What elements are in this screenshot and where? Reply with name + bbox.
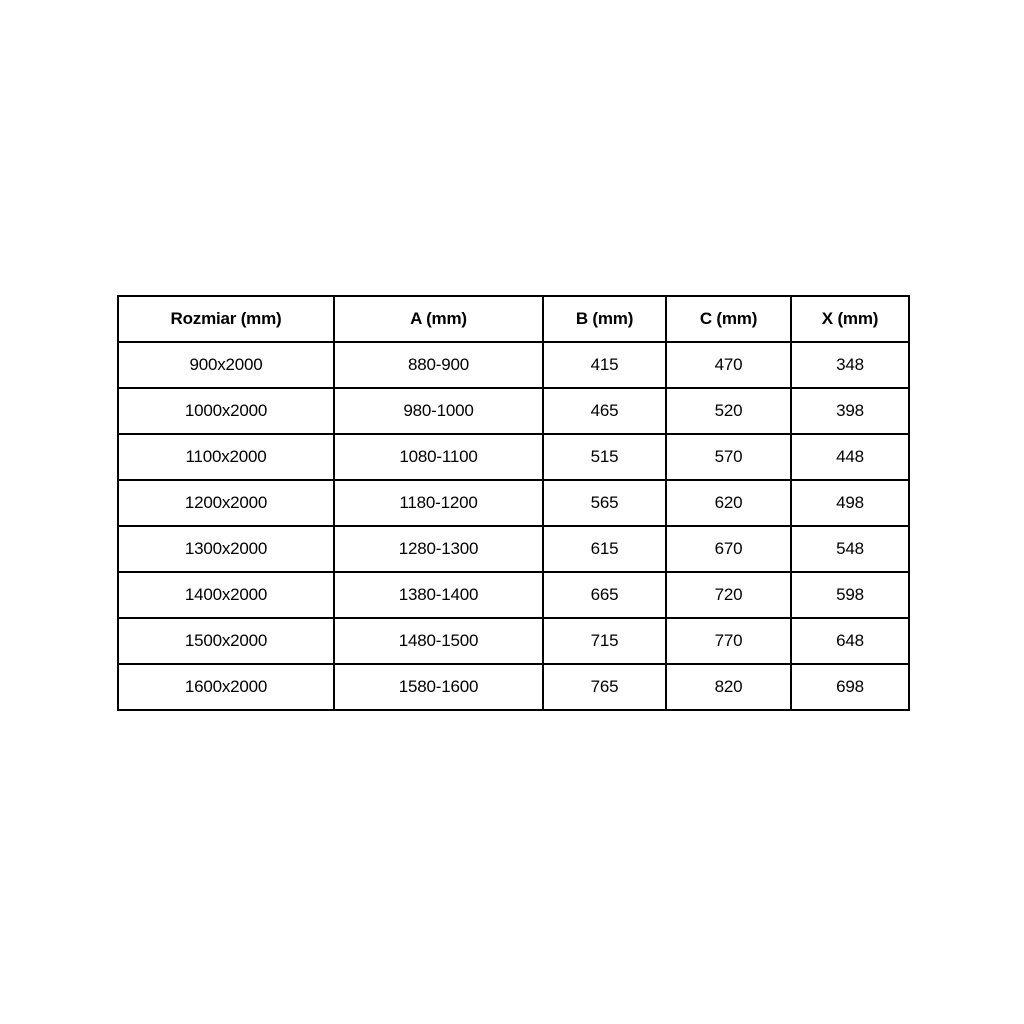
cell-b: 515	[543, 434, 666, 480]
cell-b: 465	[543, 388, 666, 434]
table-row	[118, 618, 909, 664]
column-header-x: X (mm)	[791, 296, 909, 342]
cell-b: 765	[543, 664, 666, 710]
table-row	[118, 342, 909, 388]
cell-rozmiar: 1600x2000	[118, 664, 334, 710]
column-header-c: C (mm)	[666, 296, 791, 342]
cell-a: 1480-1500	[334, 618, 543, 664]
cell-x: 598	[791, 572, 909, 618]
cell-rozmiar: 1300x2000	[118, 526, 334, 572]
cell-c: 720	[666, 572, 791, 618]
cell-b: 715	[543, 618, 666, 664]
cell-c: 620	[666, 480, 791, 526]
cell-x: 648	[791, 618, 909, 664]
cell-c: 670	[666, 526, 791, 572]
table-row	[118, 388, 909, 434]
cell-a: 1280-1300	[334, 526, 543, 572]
table-row	[118, 664, 909, 710]
cell-c: 520	[666, 388, 791, 434]
cell-a: 1580-1600	[334, 664, 543, 710]
cell-c: 470	[666, 342, 791, 388]
table-row	[118, 572, 909, 618]
cell-rozmiar: 1500x2000	[118, 618, 334, 664]
cell-a: 1180-1200	[334, 480, 543, 526]
header-row	[118, 296, 909, 342]
cell-x: 698	[791, 664, 909, 710]
cell-a: 880-900	[334, 342, 543, 388]
column-header-rozmiar: Rozmiar (mm)	[118, 296, 334, 342]
cell-x: 448	[791, 434, 909, 480]
cell-c: 820	[666, 664, 791, 710]
size-specification-table-container	[117, 295, 908, 711]
table-row	[118, 434, 909, 480]
cell-x: 498	[791, 480, 909, 526]
cell-x: 548	[791, 526, 909, 572]
cell-b: 665	[543, 572, 666, 618]
cell-rozmiar: 1000x2000	[118, 388, 334, 434]
cell-rozmiar: 1400x2000	[118, 572, 334, 618]
cell-b: 615	[543, 526, 666, 572]
cell-x: 348	[791, 342, 909, 388]
column-header-b: B (mm)	[543, 296, 666, 342]
cell-rozmiar: 1200x2000	[118, 480, 334, 526]
table-row	[118, 526, 909, 572]
column-header-a: A (mm)	[334, 296, 543, 342]
cell-c: 570	[666, 434, 791, 480]
cell-b: 415	[543, 342, 666, 388]
cell-a: 980-1000	[334, 388, 543, 434]
cell-rozmiar: 900x2000	[118, 342, 334, 388]
cell-a: 1080-1100	[334, 434, 543, 480]
cell-x: 398	[791, 388, 909, 434]
cell-b: 565	[543, 480, 666, 526]
cell-a: 1380-1400	[334, 572, 543, 618]
size-specification-table	[117, 295, 910, 711]
cell-rozmiar: 1100x2000	[118, 434, 334, 480]
table-row	[118, 480, 909, 526]
cell-c: 770	[666, 618, 791, 664]
